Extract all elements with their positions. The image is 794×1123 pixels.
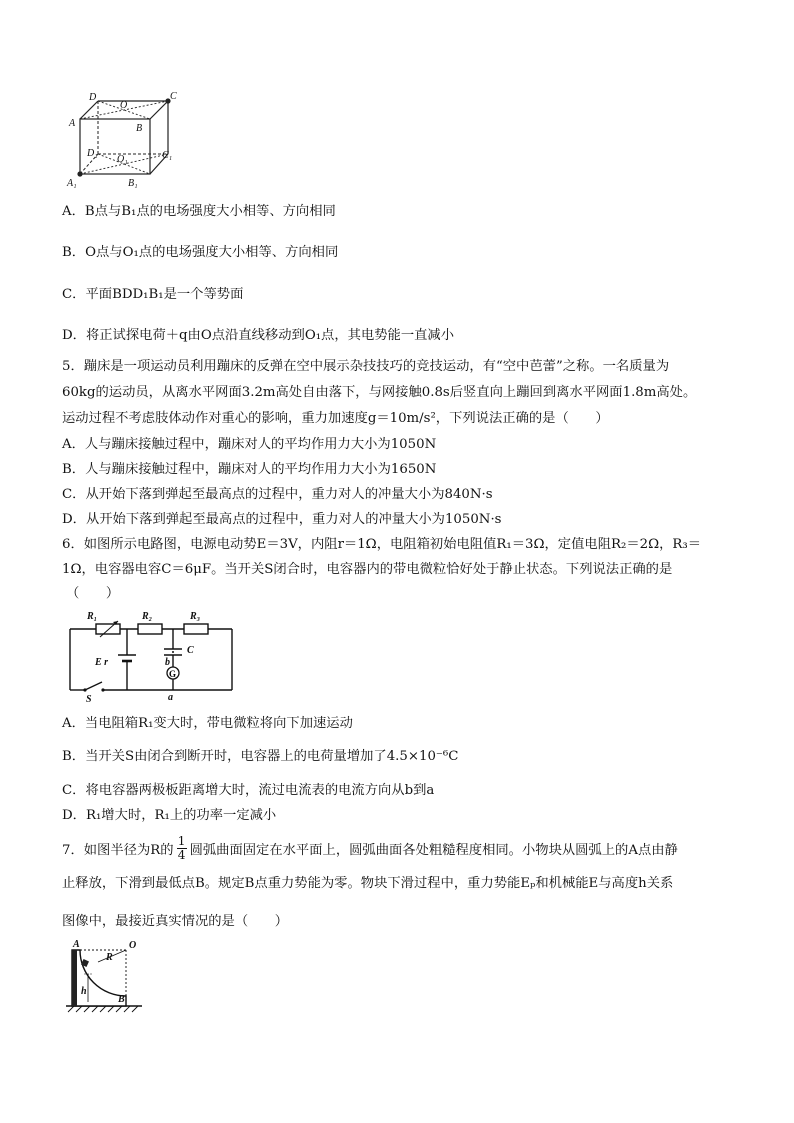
q7-stem-line-1 — [62, 828, 678, 868]
q5-stem-line-2: 60kg的运动员，从离水平网面3.2m高处自由落下，与网接触0.8s后竖直向上蹦回到离水平网面1.8m高处。 — [62, 385, 697, 400]
cube-label-c1: C₁ — [162, 150, 173, 161]
q7-fraction-denominator: 4 — [177, 847, 186, 862]
q7-stem-suffix: 圆弧曲面固定在水平面上，圆弧曲面各处粗糙程度相同。小物块从圆弧上的A点由静 — [189, 842, 678, 858]
q6-option-d: D．R₁增大时，R₁上的功率一定减小 — [62, 808, 277, 823]
q7-stem-line-3: 图像中，最接近真实情况的是（ ） — [62, 914, 289, 929]
q6-stem-line-1: 6．如图所示电路图，电源电动势E＝3V，内阻r＝1Ω，电阻箱初始电阻值R₁＝3Ω，定值电阻R₂＝2Ω，R₃＝ — [62, 537, 702, 552]
q6-option-c: C．将电容器两极板距离增大时，流过电流表的电流方向从b到a — [62, 783, 435, 798]
cube-label-b: B — [136, 123, 143, 134]
circuit-label-r2: R₂ — [142, 611, 153, 622]
arc-label-r: R — [106, 952, 113, 963]
q6-option-b: B．当开关S由闭合到断开时，电容器上的电荷量增加了4.5×10⁻⁶C — [62, 749, 459, 764]
cube-label-a1: A₁ — [67, 178, 77, 189]
q7-fraction-numerator: 1 — [177, 833, 186, 848]
cube-label-o: O — [120, 100, 128, 111]
q5-option-a: A．人与蹦床接触过程中，蹦床对人的平均作用力大小为1050N — [62, 437, 437, 452]
q7-stem-prefix: 7．如图半径为R的 — [62, 842, 174, 858]
cube-label-b1: B₁ — [128, 178, 138, 189]
q6-option-a: A．当电阻箱R₁变大时，带电微粒将向下加速运动 — [62, 716, 353, 731]
circuit-label-r1: R₁ — [87, 611, 98, 622]
circuit-label-b: b — [165, 657, 170, 668]
q5-stem-line-3: 运动过程不考虑肢体动作对重心的影响，重力加速度g＝10m/s²，下列说法正确的是（ ） — [62, 411, 609, 426]
galvanometer-label: G — [169, 669, 177, 679]
cube-label-d: D — [89, 92, 97, 103]
cube-label-o1: O₁ — [117, 154, 128, 165]
circuit-label-c: C — [187, 645, 194, 656]
circuit-label-s: S — [86, 694, 92, 702]
q7-fraction — [177, 835, 187, 862]
q5-option-c: C．从开始下落到弹起至最高点的过程中，重力对人的冲量大小为840N·s — [62, 487, 493, 502]
q6-stem-line-3: （ ） — [66, 586, 120, 601]
q7-stem-line-2: 止释放，下滑到最低点B。规定B点重力势能为零。物块下滑过程中，重力势能Eₚ和机械能E与高度h关系 — [62, 876, 674, 891]
arc-label-a: A — [73, 939, 80, 950]
q4-option-d: D．将正试探电荷＋q由O点沿直线移动到O₁点，其电势能一直减小 — [62, 328, 455, 343]
q5-option-d: D．从开始下落到弹起至最高点的过程中，重力对人的冲量大小为1050N·s — [62, 512, 502, 527]
q5-stem-line-1: 5．蹦床是一项运动员利用蹦床的反弹在空中展示杂技技巧的竞技运动，有“空中芭蕾”之称。一名质量为 — [62, 359, 670, 374]
q4-option-a: A．B点与B₁点的电场强度大小相等、方向相同 — [62, 204, 336, 219]
arc-label-h: h — [81, 986, 87, 997]
circuit-label-a: a — [168, 692, 173, 702]
cube-label-d1: D₁ — [87, 148, 98, 159]
cube-diagram — [62, 88, 192, 193]
arc-label-b: B — [118, 994, 125, 1005]
cube-label-a: A — [69, 118, 76, 129]
cube-label-c: C — [170, 91, 177, 102]
circuit-diagram — [62, 607, 242, 702]
arc-label-o: O — [129, 940, 137, 951]
q4-option-c: C．平面BDD₁B₁是一个等势面 — [62, 287, 244, 302]
circuit-label-r3: R₃ — [190, 611, 201, 622]
arc-figure — [62, 938, 147, 1018]
circuit-label-er: E r — [95, 657, 109, 668]
q6-stem-line-2: 1Ω，电容器电容C＝6μF。当开关S闭合时，电容器内的带电微粒恰好处于静止状态。下列说法正确的是 — [62, 562, 673, 577]
q4-option-b: B．O点与O₁点的电场强度大小相等、方向相同 — [62, 245, 339, 260]
arc-diagram — [62, 938, 147, 1018]
q5-option-b: B．人与蹦床接触过程中，蹦床对人的平均作用力大小为1650N — [62, 462, 437, 477]
cube-figure — [62, 88, 192, 193]
circuit-figure — [62, 607, 242, 702]
